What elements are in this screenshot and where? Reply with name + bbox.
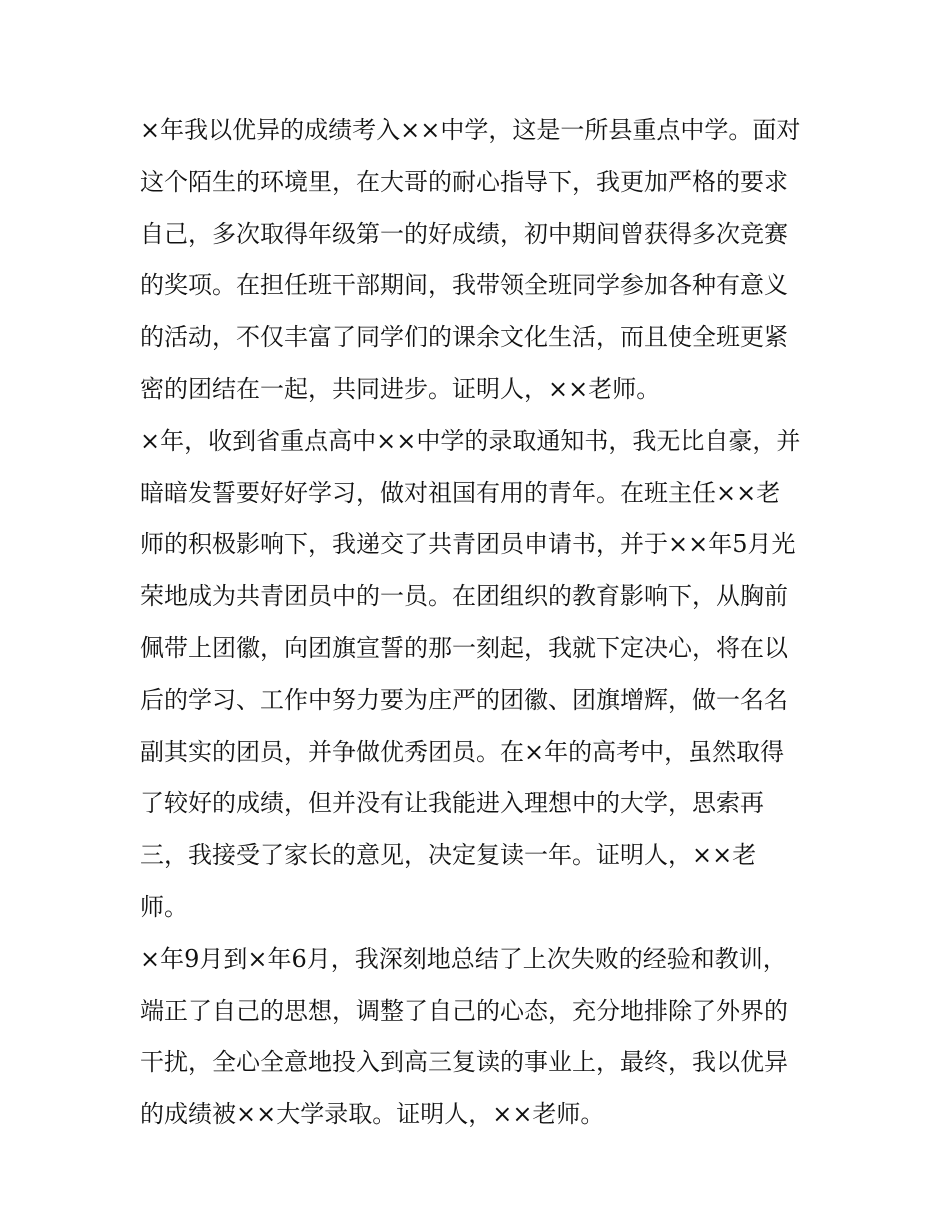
document-body bbox=[140, 105, 820, 1141]
text-line: 自己，多次取得年级第一的好成绩，初中期间曾获得多次竞赛 bbox=[140, 219, 788, 248]
text-line: 密的团结在一起，共同进步。证明人，××老师。 bbox=[140, 374, 661, 403]
text-line: ×年9月到×年6月，我深刻地总结了上次失败的经验和教训， bbox=[140, 944, 787, 973]
text-line: 了较好的成绩，但并没有让我能进入理想中的大学，思索再 bbox=[140, 789, 764, 818]
text-line: 荣地成为共青团员中的一员。在团组织的教育影响下，从胸前 bbox=[140, 582, 788, 611]
text-line: 佩带上团徽，向团旗宣誓的那一刻起，我就下定决心，将在以 bbox=[140, 633, 788, 662]
text-line: 的成绩被××大学录取。证明人，××老师。 bbox=[140, 1100, 605, 1129]
text-line: 的奖项。在担任班干部期间，我带领全班同学参加各种有意义 bbox=[140, 271, 788, 300]
text-line: 干扰，全心全意地投入到高三复读的事业上，最终，我以优异 bbox=[140, 1048, 788, 1077]
text-line: 的活动，不仅丰富了同学们的课余文化生活，而且使全班更紧 bbox=[140, 323, 788, 352]
text-line: ×年我以优异的成绩考入××中学，这是一所县重点中学。面对 bbox=[140, 116, 801, 144]
text-line: 这个陌生的环境里，在大哥的耐心指导下，我更加严格的要求 bbox=[140, 167, 788, 196]
text-line: 暗暗发誓要好好学习，做对祖国有用的青年。在班主任××老 bbox=[140, 478, 781, 507]
text-line: 三，我接受了家长的意见，决定复读一年。证明人，××老 bbox=[140, 841, 757, 870]
text-line: ×年，收到省重点高中××中学的录取通知书，我无比自豪，并 bbox=[140, 426, 801, 455]
text-line: 后的学习、工作中努力要为庄严的团徽、团旗增辉，做一名名 bbox=[140, 685, 788, 714]
text-line: 副其实的团员，并争做优秀团员。在×年的高考中，虽然取得 bbox=[140, 737, 785, 766]
text-line: 端正了自己的思想，调整了自己的心态，充分地排除了外界的 bbox=[140, 996, 788, 1025]
text-line: 师。 bbox=[140, 892, 188, 921]
text-line: 师的积极影响下，我递交了共青团员申请书，并于××年5月光 bbox=[140, 530, 796, 559]
